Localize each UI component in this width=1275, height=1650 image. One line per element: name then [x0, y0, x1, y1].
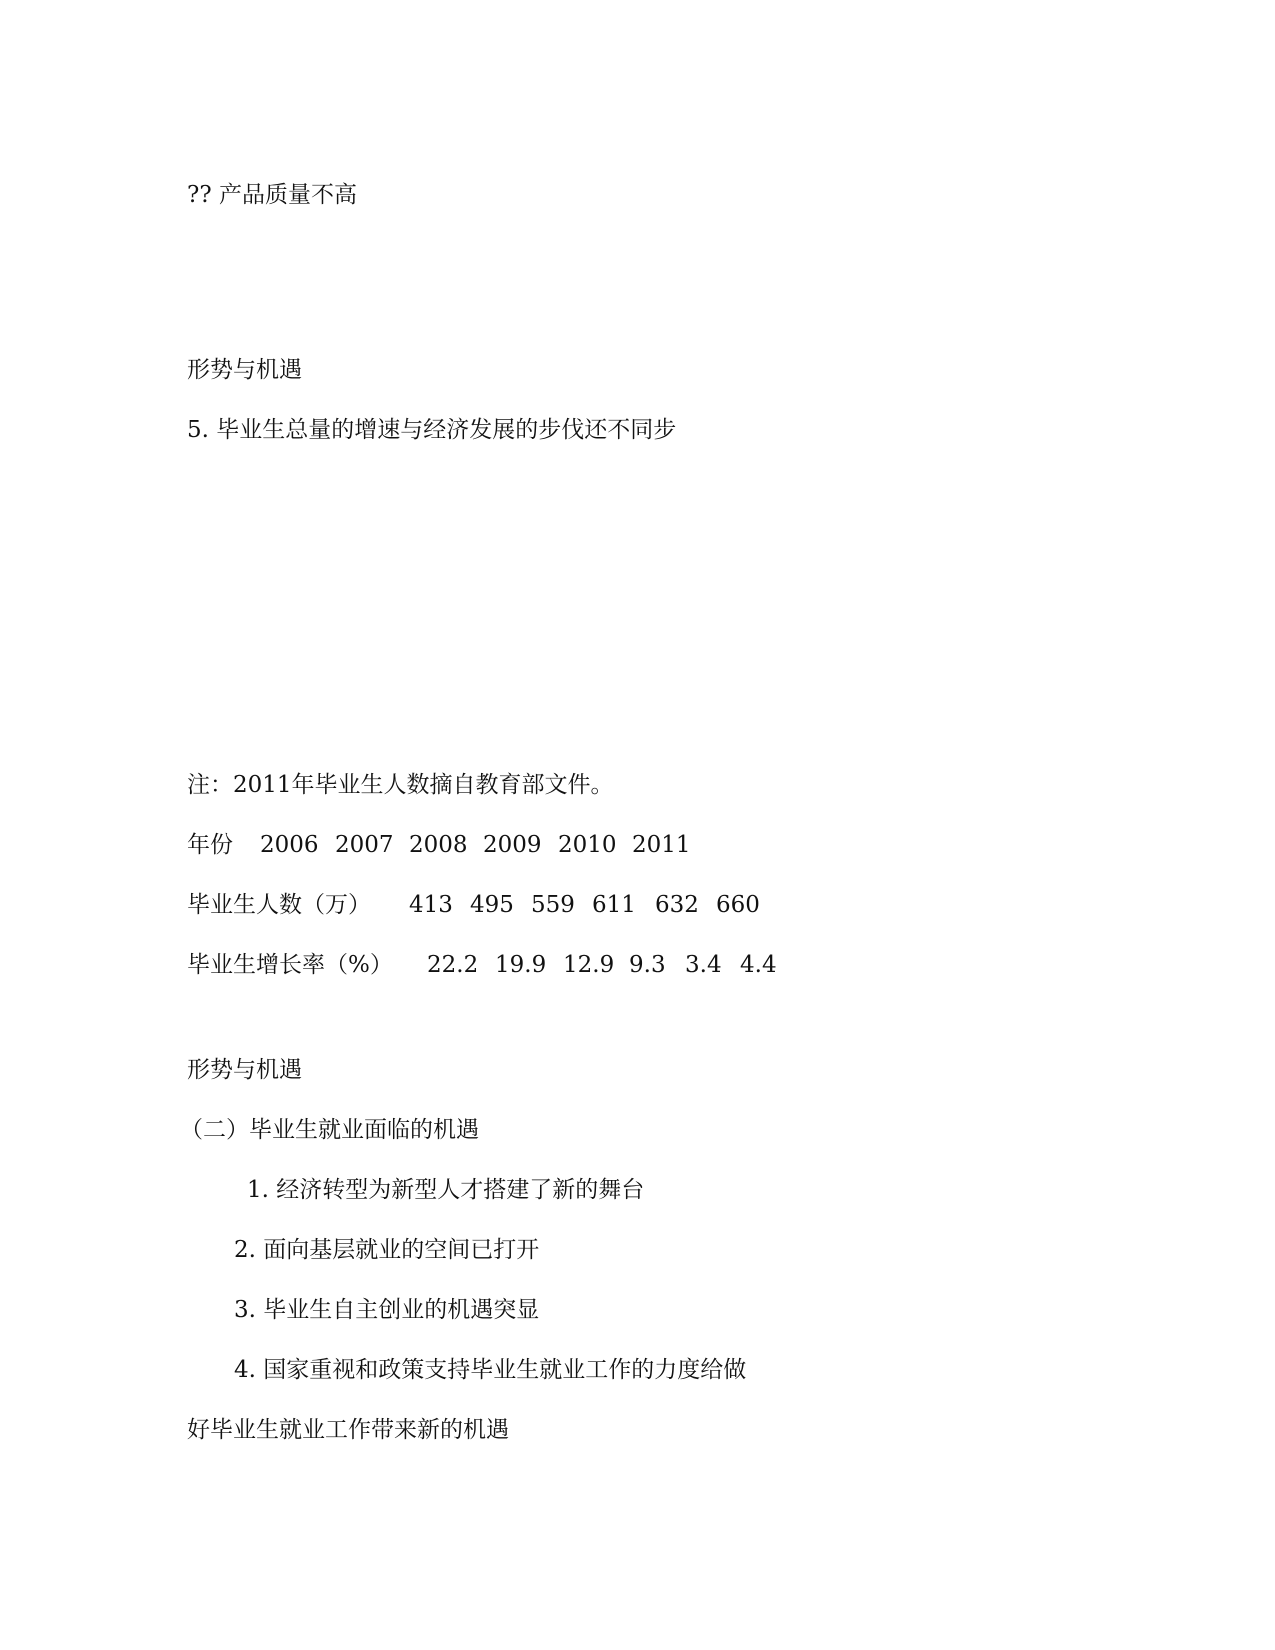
table-year: 2009: [483, 832, 542, 858]
table-growth-value: 22.2: [427, 952, 479, 978]
table-growth-value: 3.4: [685, 952, 722, 978]
opportunity-item: 2. 面向基层就业的空间已打开: [234, 1237, 540, 1263]
table-row-years: [187, 830, 787, 860]
table-graduates-value: 559: [531, 892, 575, 918]
opportunity-continuation: 好毕业生就业工作带来新的机遇: [187, 1417, 509, 1443]
section-heading-situation-1: 形势与机遇: [187, 357, 302, 383]
table-row-growth: [187, 950, 787, 980]
table-graduates-value: 660: [716, 892, 760, 918]
table-growth-label: 毕业生增长率（%）: [187, 952, 393, 978]
table-header-label: 年份: [187, 832, 233, 858]
point-5-text: 5. 毕业生总量的增速与经济发展的步伐还不同步: [187, 417, 677, 443]
table-year: 2006: [260, 832, 319, 858]
table-graduates-value: 495: [470, 892, 514, 918]
table-graduates-value: 413: [409, 892, 453, 918]
opportunity-item: 3. 毕业生自主创业的机遇突显: [234, 1297, 540, 1323]
table-graduates-value: 632: [655, 892, 699, 918]
table-year: 2007: [335, 832, 394, 858]
table-growth-value: 19.9: [495, 952, 547, 978]
table-growth-value: 4.4: [740, 952, 777, 978]
note-text: 注：2011年毕业生人数摘自教育部文件。: [187, 772, 614, 798]
table-growth-value: 12.9: [563, 952, 615, 978]
table-growth-value: 9.3: [629, 952, 666, 978]
text-line-product-quality: ?? 产品质量不高: [187, 182, 357, 208]
table-year: 2008: [409, 832, 468, 858]
table-year: 2011: [632, 832, 691, 858]
table-graduates-value: 611: [592, 892, 636, 918]
table-row-graduates: [187, 890, 787, 920]
opportunity-item: 4. 国家重视和政策支持毕业生就业工作的力度给做: [234, 1357, 747, 1383]
subheading-opportunities: （二）毕业生就业面临的机遇: [180, 1117, 479, 1143]
section-heading-situation-2: 形势与机遇: [187, 1057, 302, 1083]
opportunity-item: 1. 经济转型为新型人才搭建了新的舞台: [247, 1177, 645, 1203]
table-graduates-label: 毕业生人数（万）: [187, 892, 371, 918]
table-year: 2010: [558, 832, 617, 858]
